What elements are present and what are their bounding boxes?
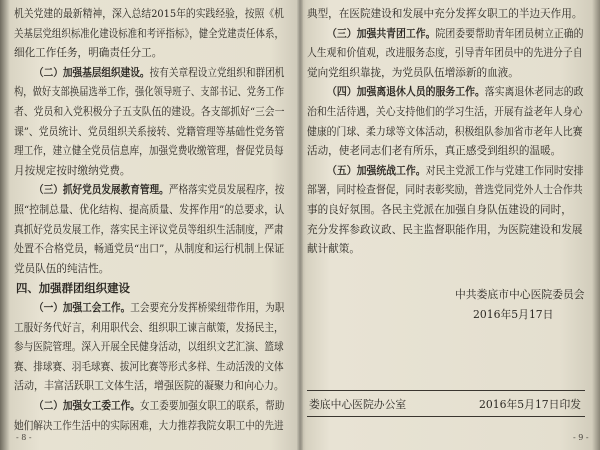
line-text: 部署，同时检查督促，同时表彰奖励，普选党同党外人士合作共 bbox=[307, 184, 583, 197]
line-text: 典型，在医院建设和发展中充分发挥女职工的半边天作用。 bbox=[307, 8, 583, 20]
line-text: 理工作，建立健全党员信息库，加强党费收缴管理，督促党员每 bbox=[14, 145, 284, 158]
line-text: 照“控制总量、优化结构、提高质量、发挥作用”的总要求，认 bbox=[14, 204, 285, 216]
section-heading bbox=[16, 282, 130, 295]
line-text: 者、党员和入党积极分子五支队伍的建设。各支部抓好“三会一 bbox=[14, 106, 285, 118]
footer-issue-date: 2016年5月17日印发 bbox=[479, 398, 582, 411]
body-text-line bbox=[34, 67, 284, 80]
line-text: 工会要充分发挥桥梁纽带作用，为职 bbox=[130, 302, 285, 314]
subsection-title: （二）加强女工委工作。 bbox=[34, 400, 140, 412]
line-text: 她们解决工作生活中的实际困难，大力推荐我院女职工中的先进 bbox=[14, 419, 284, 432]
body-text-line bbox=[307, 224, 582, 237]
body-text-line bbox=[327, 86, 583, 99]
line-text: 院团委要帮助青年团员树立正确的 bbox=[435, 27, 584, 40]
body-text-line bbox=[14, 106, 284, 119]
body-text-line bbox=[14, 126, 284, 139]
body-text-line bbox=[34, 184, 284, 197]
body-text-line bbox=[14, 243, 284, 256]
line-text: 赛、排球赛、羽毛球赛、拔河比赛等形式多样、生动活泼的文体 bbox=[14, 360, 284, 373]
body-text-line bbox=[307, 8, 582, 21]
line-text: 真抓好党员发展工作，落实民主评议党员等组织生活制度，严肃 bbox=[14, 223, 284, 236]
line-text: 月按规定按时缴纳党费。 bbox=[14, 164, 131, 177]
body-text-line bbox=[327, 28, 583, 41]
body-text-line bbox=[14, 361, 284, 374]
line-text: 献计献策。 bbox=[307, 243, 360, 256]
subsection-title: （五）加强统战工作。 bbox=[327, 164, 426, 177]
subsection-title: （一）加强工会工作。 bbox=[34, 302, 131, 314]
body-text-line bbox=[307, 204, 572, 217]
footer-bottom-rule bbox=[307, 416, 585, 417]
body-text-line bbox=[14, 341, 284, 354]
line-text: 严格落实党员发展程序，按 bbox=[168, 184, 285, 197]
line-text: 治和生活待遇，关心支持他们的学习生活，开展有益老年人身心 bbox=[307, 106, 583, 118]
subsection-title: （二）加强基层组织建设。 bbox=[34, 66, 150, 79]
body-text-line bbox=[14, 145, 284, 158]
page-number-left: - 8 - bbox=[16, 433, 32, 442]
line-text: 课”、党员统计、党员组织关系接转、党籍管理等基础性党务管 bbox=[14, 125, 285, 138]
line-text: 构，做好支部换届选举工作，强化领导班子、支部书记、党务工作 bbox=[14, 86, 285, 99]
body-text-line bbox=[307, 67, 519, 80]
line-text: 细化工作任务，明确责任分工。 bbox=[14, 47, 163, 60]
line-text: 健康的门球、柔力球等文体活动，积极组队参加省市老年人比赛 bbox=[307, 125, 583, 138]
line-text: 充分发挥参政议政、民主监督职能作用，为医院建设和发展 bbox=[307, 223, 583, 236]
body-text-line bbox=[14, 165, 131, 178]
line-text: 活动，使老同志们老有所乐，真正感受到组织的温暖。 bbox=[307, 145, 562, 158]
line-text: 事的良好氛围。各民主党派在加强自身队伍建设的同时， bbox=[307, 204, 572, 216]
right-page bbox=[303, 0, 600, 450]
subsection-title: （四）加强离退休人员的服务工作。 bbox=[327, 86, 485, 99]
subsection-title: （三）加强共青团工作。 bbox=[327, 27, 436, 40]
body-text-line bbox=[307, 145, 561, 158]
body-text-line bbox=[14, 224, 284, 237]
body-text-line bbox=[14, 204, 284, 217]
body-text-line bbox=[327, 165, 583, 178]
line-text: 人生观和价值观，改进服务态度，引导青年团员中的先进分子自 bbox=[307, 47, 583, 60]
body-text-line bbox=[14, 28, 284, 41]
footer-issuer: 娄底中心医院办公室 bbox=[309, 398, 407, 411]
body-text-line bbox=[307, 126, 583, 139]
body-text-line bbox=[34, 400, 284, 413]
body-text-line bbox=[14, 263, 109, 276]
body-text-line bbox=[14, 86, 284, 99]
line-text: 活动，丰富活跃职工文体生活，增强医院的凝聚力和向心力。 bbox=[14, 380, 285, 393]
line-text: 机关党建的最新精神，深入总结2015年的实践经验，按照《机 bbox=[14, 8, 284, 20]
body-text-line bbox=[14, 8, 284, 21]
body-text-line bbox=[34, 302, 284, 315]
line-text: 处置不合格党员，畅通党员“出口”，从制度和运行机制上保证 bbox=[14, 243, 285, 256]
section-heading-text: 四、加强群团组织建设 bbox=[16, 281, 130, 296]
line-text: 关基层党组织标准化建设标准和考评指标》，健全党建责任体系， bbox=[14, 27, 284, 40]
footer-top-rule bbox=[307, 390, 585, 391]
line-text: 女工委要加强女职工的联系，帮助 bbox=[139, 400, 285, 412]
body-text-line bbox=[14, 322, 284, 335]
body-text-line bbox=[14, 420, 284, 433]
body-text-line bbox=[307, 243, 360, 256]
line-text: 工服好务代好言，利用职代会、组织职工谏言献策，发扬民主， bbox=[14, 321, 284, 334]
signature-date: 2016年5月17日 bbox=[473, 308, 554, 321]
line-text: 按有关章程设立党组织和群团机 bbox=[149, 66, 285, 79]
body-text-line bbox=[14, 47, 162, 60]
page-number-right: - 9 - bbox=[573, 433, 589, 442]
subsection-title: （三）抓好党员发展教育管理。 bbox=[34, 184, 169, 197]
body-text-line bbox=[14, 380, 284, 393]
left-page bbox=[0, 0, 297, 450]
body-text-line bbox=[307, 184, 583, 197]
body-text-line bbox=[307, 106, 583, 119]
line-text: 落实离退休老同志的政 bbox=[484, 86, 584, 99]
line-text: 对民主党派工作与党建工作同时安排 bbox=[425, 164, 584, 177]
body-text-line bbox=[307, 47, 583, 60]
line-text: 参与医院管理。深入开展全民健身活动，以组织文艺汇演、篮球 bbox=[14, 341, 284, 354]
signature-organization: 中共娄底市中心医院委员会 bbox=[455, 288, 585, 301]
line-text: 觉向党组织靠拢，为党员队伍增添新的血液。 bbox=[307, 66, 519, 79]
line-text: 党员队伍的纯洁性。 bbox=[14, 262, 110, 275]
